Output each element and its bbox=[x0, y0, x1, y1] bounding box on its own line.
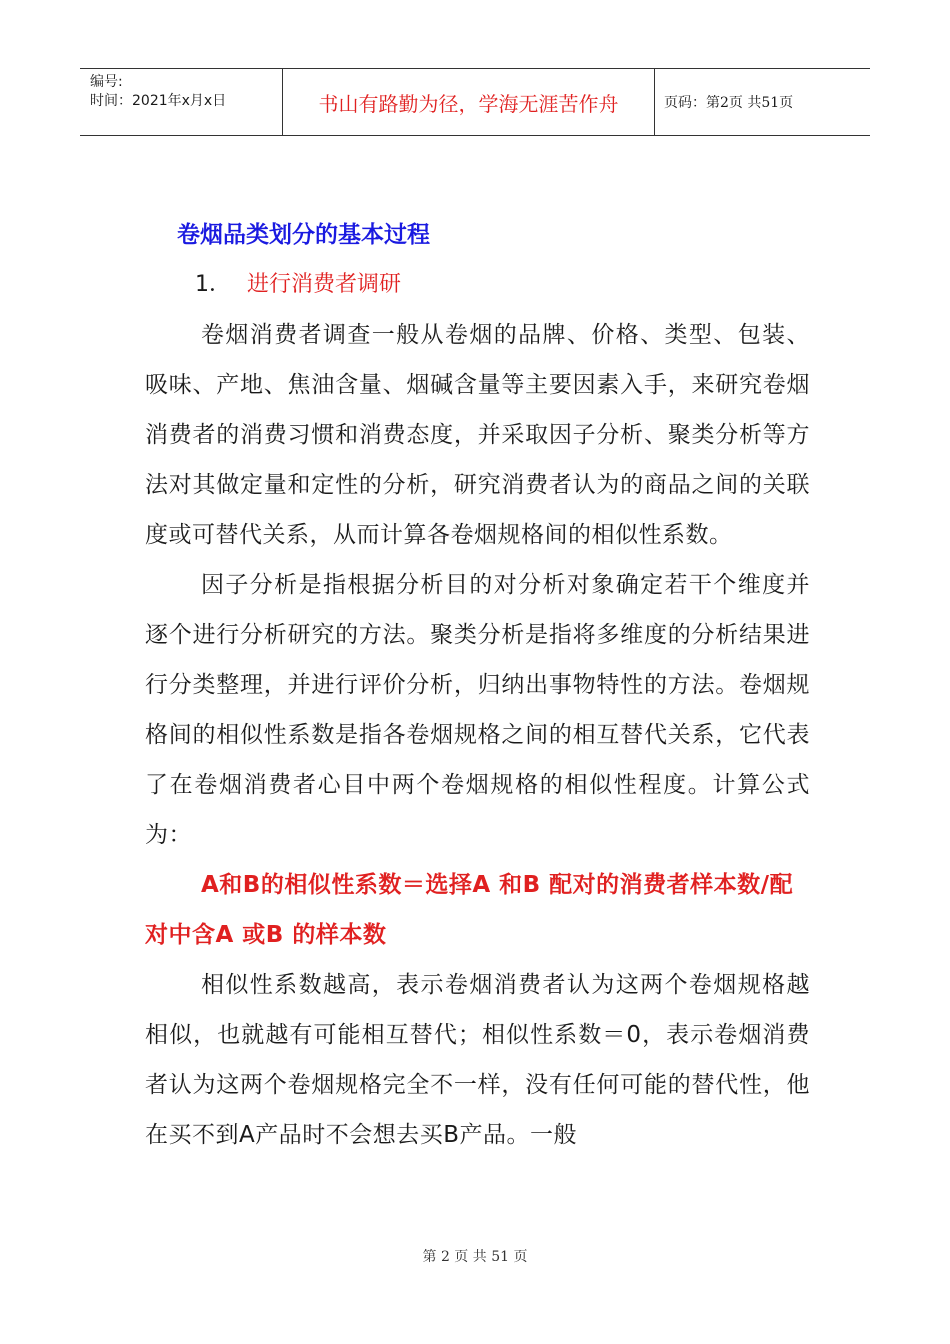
section-title: 进行消费者调研 bbox=[247, 272, 402, 297]
motto: 书山有路勤为径，学海无涯苦作舟 bbox=[283, 69, 655, 135]
paragraph-1: 卷烟消费者调查一般从卷烟的品牌、价格、类型、包装、吸味、产地、焦油含量、烟碱含量等主要因素入手，来研究卷烟消费者的消费习惯和消费态度，并采取因子分析、聚类分析等方法对其做定量和定性的分析，研究消费者认为的商品之间的关联度或可替代关系，从而计算各卷烟规格间的相似性系数。 bbox=[145, 322, 810, 548]
header-left-cell bbox=[80, 69, 283, 135]
paragraph-3: 相似性系数越高，表示卷烟消费者认为这两个卷烟规格越相似，也就越有可能相互替代；相似性系数＝0，表示卷烟消费者认为这两个卷烟规格完全不一样，没有任何可能的替代性，他在买不到A产品时不会想去买B产品。一般 bbox=[145, 972, 810, 1148]
section-heading bbox=[195, 260, 810, 310]
page-info: 页码：第2页 共51页 bbox=[664, 95, 794, 111]
section-number: 1． bbox=[195, 272, 231, 297]
page-footer: 第 2 页 共 51 页 bbox=[422, 1249, 528, 1265]
document-body bbox=[145, 210, 810, 1160]
formula: A和B的相似性系数＝选择A 和B 配对的消费者样本数/配对中含A 或B 的样本数 bbox=[145, 872, 794, 948]
paragraph-2: 因子分析是指根据分析目的对分析对象确定若干个维度并逐个进行分析研究的方法。聚类分析是指将多维度的分析结果进行分类整理，并进行评价分析，归纳出事物特性的方法。卷烟规格间的相似性系数是指各卷烟规格之间的相互替代关系，它代表了在卷烟消费者心目中两个卷烟规格的相似性程度。计算公式为： bbox=[145, 572, 810, 848]
time-label: 时间：2021年x月x日 bbox=[90, 93, 227, 109]
doc-title: 卷烟品类划分的基本过程 bbox=[177, 222, 430, 248]
code-label: 编号: bbox=[90, 74, 123, 90]
header-table bbox=[80, 68, 870, 136]
